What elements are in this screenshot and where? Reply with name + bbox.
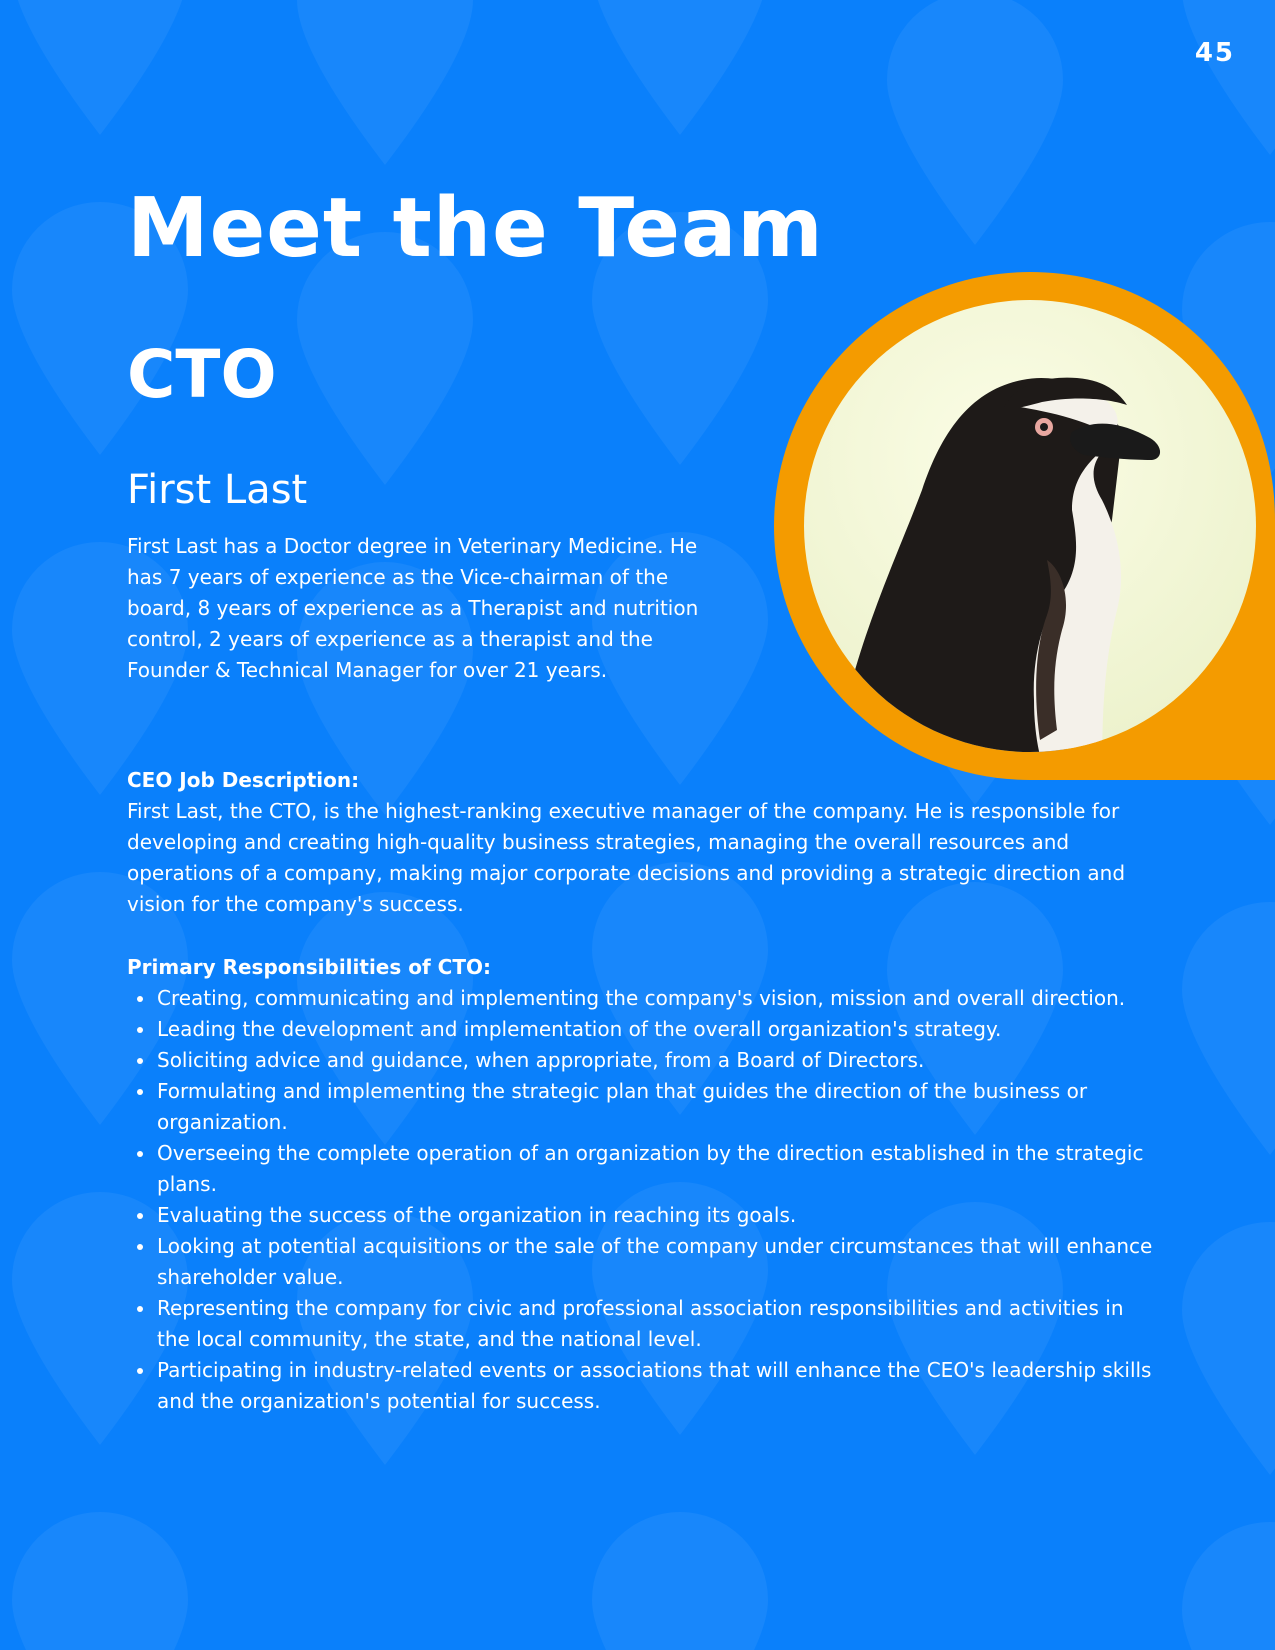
job-description-text: First Last, the CTO, is the highest-ranking executive manager of the company. He is responsible for developing and creating high-quality business strategies, managing the overall resources and operations of a company, making major corporate decisions and providing a strategic direction and vision for the company's success. — [127, 799, 1126, 916]
page-title: Meet the Team — [127, 181, 824, 276]
responsibilities-list — [127, 983, 1157, 1417]
responsibilities-section — [127, 952, 1157, 1417]
list-item: Creating, communicating and implementing the company's vision, mission and overall direction. — [157, 983, 1157, 1014]
list-item: Leading the development and implementation of the overall organization's strategy. — [157, 1014, 1157, 1045]
list-item: Participating in industry-related events or associations that will enhance the CEO's leadership skills and the organization's potential for success. — [157, 1355, 1157, 1417]
responsibilities-heading: Primary Responsibilities of CTO: — [127, 955, 491, 979]
job-description-section — [127, 765, 1147, 920]
person-bio: First Last has a Doctor degree in Veterinary Medicine. He has 7 years of experience as the Vice-chairman of the board, 8 years of experience as a Therapist and nutrition control, 2 years of experience as a therapist and the Founder & Technical Manager for over 21 years. — [127, 534, 699, 682]
page-number: 45 — [1194, 38, 1235, 68]
list-item: Representing the company for civic and professional association responsibilities and activities in the local community, the state, and the national level. — [157, 1293, 1157, 1355]
list-item: Evaluating the success of the organization in reaching its goals. — [157, 1200, 1157, 1231]
penguin-photo-icon — [772, 270, 1275, 780]
list-item: Soliciting advice and guidance, when appropriate, from a Board of Directors. — [157, 1045, 1157, 1076]
team-member-photo — [772, 270, 1275, 780]
list-item: Overseeing the complete operation of an organization by the direction established in the strategic plans. — [157, 1138, 1157, 1200]
job-description-heading: CEO Job Description: — [127, 768, 360, 792]
role-title: CTO — [127, 336, 277, 413]
person-name: First Last — [127, 467, 308, 513]
list-item: Formulating and implementing the strategic plan that guides the direction of the business or organization. — [157, 1076, 1157, 1138]
list-item: Looking at potential acquisitions or the sale of the company under circumstances that will enhance shareholder value. — [157, 1231, 1157, 1293]
